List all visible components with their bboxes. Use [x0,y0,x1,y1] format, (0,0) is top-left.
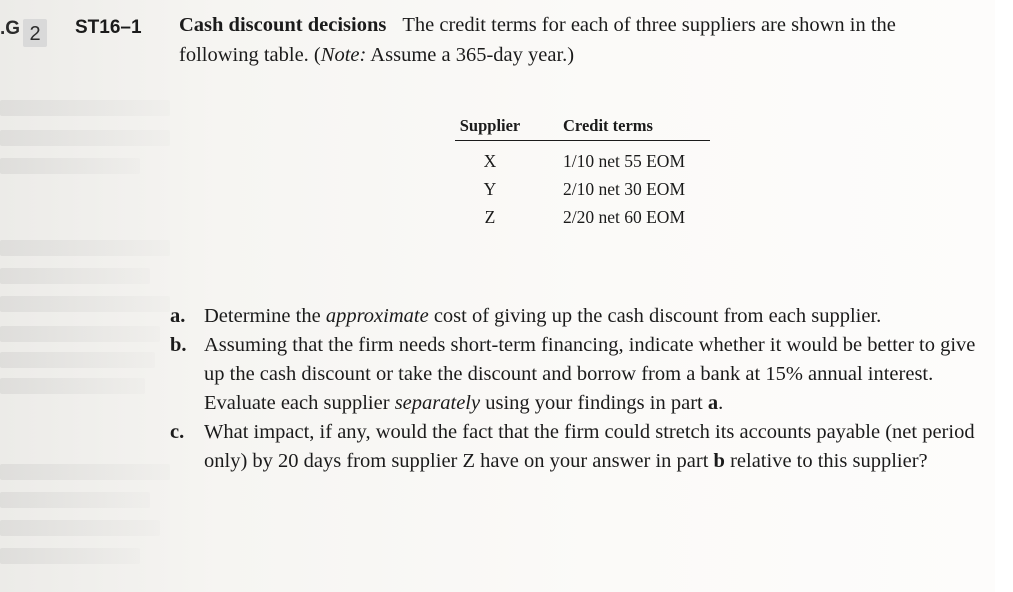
credit-terms-cell: 2/10 net 30 EOM [563,178,686,199]
bleed-through-text [0,100,170,116]
question-text [204,302,990,331]
question-text-part: Determine the [204,305,326,327]
header-supplier: Supplier [459,116,521,135]
bleed-through-text [0,158,140,174]
learning-goal-label: .G [0,18,21,39]
question-text-part: using your findings in part [480,392,708,414]
bleed-through-text [0,326,160,342]
bleed-through-text [0,464,170,480]
question-text-part: What impact, if any, would the fact that the firm could stretch its accounts payable (net period only) by 20 days from supplier Z have on your answer in part [204,421,975,472]
question-letter: b. [170,334,187,356]
question-b [170,331,990,418]
problem-title: Cash discount decisions [179,14,387,36]
credit-terms-table [455,112,710,231]
note-label: Note: [320,44,367,66]
bleed-through-text [0,352,155,368]
part-reference: a [707,392,719,414]
bleed-through-text [0,240,170,256]
table-row [455,175,710,203]
table-body [455,141,710,231]
emphasis: separately [394,392,481,414]
question-a [170,302,990,331]
emphasis: approximate [325,305,429,327]
bleed-through-text [0,492,150,508]
problem-intro [179,10,979,70]
question-text-part: relative to this supplier? [724,450,928,472]
learning-goal-number: 2 [23,19,47,47]
question-c [170,418,990,476]
bleed-through-text [0,378,145,394]
question-text [204,418,990,476]
supplier-cell: Z [484,206,496,227]
supplier-cell: Y [483,178,497,199]
table-row [455,147,710,175]
page-edge [995,0,1013,592]
question-text [204,331,990,418]
header-credit-terms: Credit terms [563,116,653,135]
part-reference: b [713,450,725,472]
table-header [455,112,710,141]
bleed-through-text [0,520,160,536]
supplier-cell: X [483,150,497,171]
bleed-through-text [0,548,140,564]
bleed-through-text [0,130,170,146]
intro-text: The credit terms for each of three suppliers are shown in the following table. ( [179,14,896,66]
bleed-through-text [0,296,170,312]
question-text-part: . [718,392,724,414]
question-list [170,302,990,476]
question-letter: a. [170,305,186,327]
intro-note-text: Assume a 365-day year.) [366,44,575,66]
credit-terms-cell: 2/20 net 60 EOM [563,206,686,227]
question-text-part: Assuming that the firm needs short-term financing, indicate whether it would be better to give up the cash discount or take the discount and borrow from a bank at 15% annual interest. Evaluate each supplier [204,334,976,414]
problem-id: ST16–1 [75,17,142,38]
table-row [455,203,710,231]
question-letter: c. [170,421,185,443]
credit-terms-cell: 1/10 net 55 EOM [563,150,686,171]
bleed-through-text [0,268,150,284]
question-text-part: cost of giving up the cash discount from each supplier. [428,305,882,327]
